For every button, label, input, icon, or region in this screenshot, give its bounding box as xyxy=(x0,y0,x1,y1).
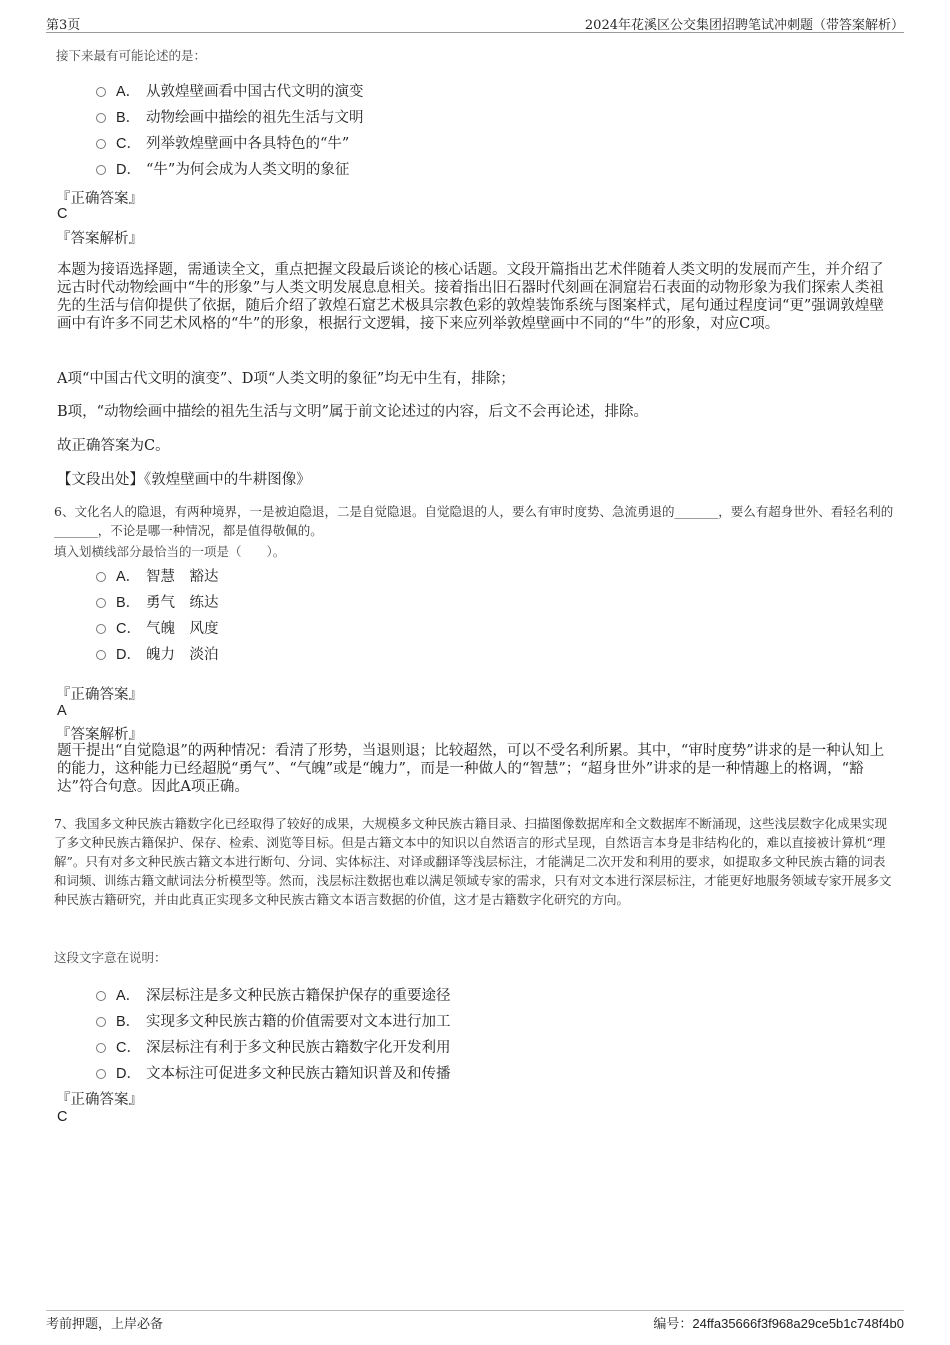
radio-icon[interactable] xyxy=(96,650,106,660)
header-divider xyxy=(46,32,904,33)
q5-analysis-label: 『答案解析』 xyxy=(56,231,143,247)
q5-stem: 接下来最有可能论述的是： xyxy=(56,48,207,63)
q6-answer: A xyxy=(57,703,67,719)
q5-option-a[interactable]: A． 从敦煌壁画看中国古代文明的演变 xyxy=(96,80,364,101)
radio-icon[interactable] xyxy=(96,991,106,1001)
q5-option-c[interactable]: C． 列举敦煌壁画中各具特色的“牛” xyxy=(96,132,349,153)
radio-icon[interactable] xyxy=(96,598,106,608)
q7-option-c[interactable]: C． 深层标注有利于多文种民族古籍数字化开发利用 xyxy=(96,1036,451,1057)
document-id: 编号：24ffa35666f3f968a29ce5b1c748f4b0 xyxy=(653,1316,904,1331)
radio-icon[interactable] xyxy=(96,87,106,97)
q7-option-d[interactable]: D． 文本标注可促进多文种民族古籍知识普及和传播 xyxy=(96,1062,451,1083)
q7-stem: 7、我国多文种民族古籍数字化已经取得了较好的成果，大规模多文种民族古籍目录、扫描图像数据库和全文数据库不断涌现，这些浅层数字化成果实现了多文种民族古籍保护、保存、检索、浏览等目标。但是古籍文本中的知识以自然语言的形式呈现，自然语言本身是非结构化的，难以直接被计算机“理解”。只有对多文种民族古籍文本进行断句、分词、实体标注、对译或翻译等浅层标注，才能满足二次开发和利用的要求，如提取多文种民族古籍的词表和词频、训练古籍文献词法分析模型等。然而，浅层标注数据也难以满足领域专家的需求，只有对文本进行深层标注，才能更好地服务领域专家开展多文种民族古籍研究，并由此真正实现多文种民族古籍文本语言数据的价值，这才是古籍数字化研究的方向。 xyxy=(54,816,892,907)
radio-icon[interactable] xyxy=(96,139,106,149)
q6-option-a[interactable]: A． 智慧 豁达 xyxy=(96,565,219,586)
footer-slogan: 考前押题，上岸必备 xyxy=(46,1317,164,1332)
q6-option-b[interactable]: B． 勇气 练达 xyxy=(96,591,219,612)
page-number: 第3页 xyxy=(46,18,81,33)
radio-icon[interactable] xyxy=(96,113,106,123)
radio-icon[interactable] xyxy=(96,572,106,582)
q5-analysis-line2: A项“中国古代文明的演变”、D项“人类文明的象征”均无中生有，排除； xyxy=(57,371,515,387)
document-title: 2024年花溪区公交集团招聘笔试冲刺题（带答案解析） xyxy=(584,18,904,33)
radio-icon[interactable] xyxy=(96,1017,106,1027)
q6-option-c[interactable]: C． 气魄 风度 xyxy=(96,617,219,638)
q7-prompt: 这段文字意在说明： xyxy=(54,950,167,965)
q5-analysis-line4: 故正确答案为C。 xyxy=(57,438,170,454)
radio-icon[interactable] xyxy=(96,1069,106,1079)
q6-prompt: 填入划横线部分最恰当的一项是（ ）。 xyxy=(54,544,286,559)
q6-answer-label: 『正确答案』 xyxy=(56,687,143,703)
q5-answer-label: 『正确答案』 xyxy=(56,191,143,207)
radio-icon[interactable] xyxy=(96,624,106,634)
q6-stem: 6、文化名人的隐退，有两种境界，一是被迫隐退，二是自觉隐退。自觉隐退的人，要么有审时度势、急流勇退的_______，要么有超身世外、看轻名利的_______，不论是哪一种情况，都是值得敬佩的。 xyxy=(54,504,894,538)
q6-analysis-label: 『答案解析』 xyxy=(56,727,143,743)
q5-analysis: 本题为接语选择题，需通读全文，重点把握文段最后谈论的核心话题。文段开篇指出艺术伴随着人类文明的发展而产生，并介绍了远古时代动物绘画中“牛的形象”与人类文明发展息息相关。接着指出旧石器时代刻画在洞窟岩石表面的动物形象为我们探索人类祖先的生活与信仰提供了依据，随后介绍了敦煌石窟艺术极具宗教色彩的敦煌装饰系统与图案样式，尾句通过程度词“更”强调敦煌壁画中有许多不同艺术风格的“牛”的形象，根据行文逻辑，接下来应列举敦煌壁画中不同的“牛”的形象，对应C项。 xyxy=(57,262,884,332)
q7-answer: C xyxy=(57,1109,68,1125)
q5-answer: C xyxy=(57,206,68,222)
q7-option-a[interactable]: A． 深层标注是多文种民族古籍保护保存的重要途径 xyxy=(96,984,451,1005)
radio-icon[interactable] xyxy=(96,1043,106,1053)
q6-analysis: 题干提出“自觉隐退”的两种情况：看清了形势，当退则退；比较超然，可以不受名利所累。其中，“审时度势”讲求的是一种认知上的能力，这种能力已经超脱“勇气”、“气魄”或是“魄力”，而是一种做人的“智慧”；“超身世外”讲求的是一种情趣上的格调，“豁达”符合句意。因此A项正确。 xyxy=(57,743,885,795)
q7-option-b[interactable]: B． 实现多文种民族古籍的价值需要对文本进行加工 xyxy=(96,1010,451,1031)
q5-source: 【文段出处】《敦煌壁画中的牛耕图像》 xyxy=(57,472,311,488)
q6-option-d[interactable]: D． 魄力 淡泊 xyxy=(96,643,219,664)
q5-analysis-line3: B项，“动物绘画中描绘的祖先生活与文明”属于前文论述过的内容，后文不会再论述，排除。 xyxy=(57,404,648,420)
q7-answer-label: 『正确答案』 xyxy=(56,1092,143,1108)
q5-option-b[interactable]: B． 动物绘画中描绘的祖先生活与文明 xyxy=(96,106,364,127)
radio-icon[interactable] xyxy=(96,165,106,175)
q5-option-d[interactable]: D． “牛”为何会成为人类文明的象征 xyxy=(96,158,349,179)
footer-divider xyxy=(46,1310,904,1311)
